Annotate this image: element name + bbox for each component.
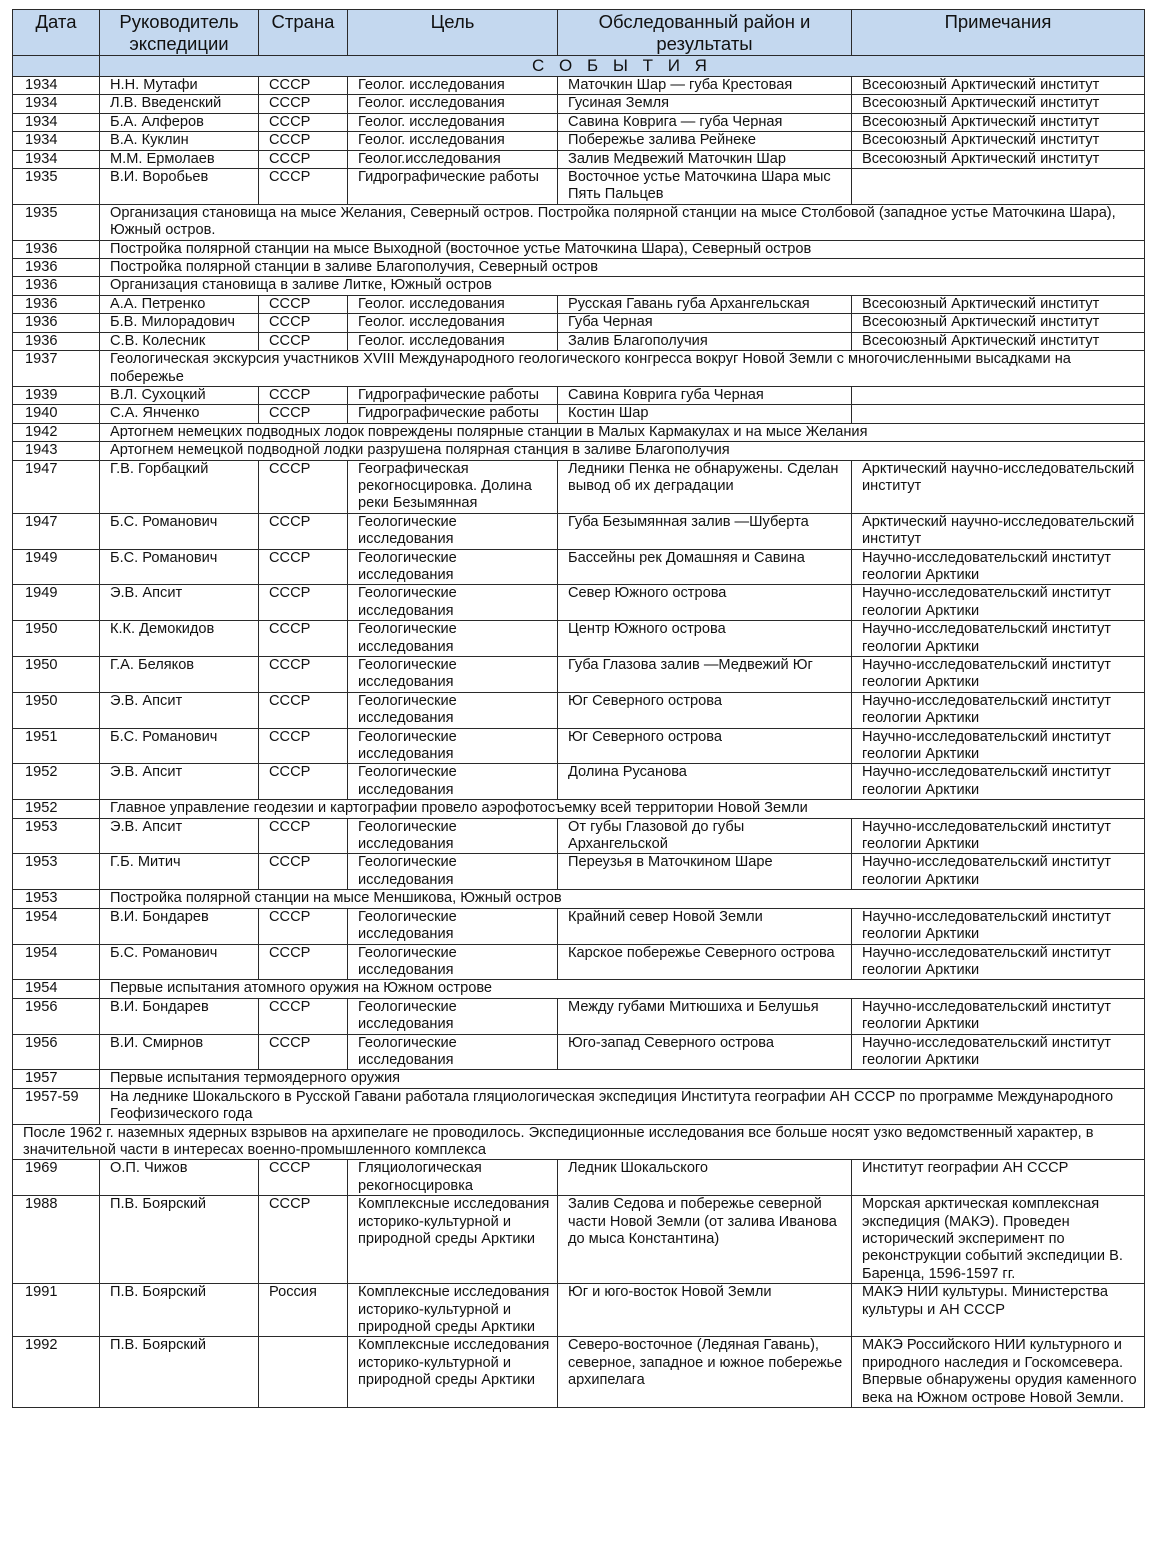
area-cell: Юг Северного острова bbox=[558, 728, 852, 764]
area-cell: Гусиная Земля bbox=[558, 95, 852, 113]
leader-cell: С.В. Колесник bbox=[100, 332, 259, 350]
goal-cell: Геологические исследования bbox=[348, 585, 558, 621]
area-cell: Залив Седова и побережье северной части Новой Земли (от залива Иванова до мыса Константина) bbox=[558, 1196, 852, 1284]
goal-cell: Географическая рекогносцировка. Долина реки Безымянная bbox=[348, 460, 558, 513]
expedition-row bbox=[13, 621, 1145, 657]
date-cell: 1936 bbox=[13, 314, 100, 332]
date-cell: 1950 bbox=[13, 621, 100, 657]
area-cell: Северо-восточное (Ледяная Гавань), северное, западное и южное побережье архипелага bbox=[558, 1337, 852, 1408]
notes-cell: Научно-исследовательский институт геологии Арктики bbox=[852, 908, 1145, 944]
country-cell: СССР bbox=[259, 460, 348, 513]
leader-cell: Б.В. Милорадович bbox=[100, 314, 259, 332]
leader-cell: М.М. Ермолаев bbox=[100, 150, 259, 168]
date-cell: 1950 bbox=[13, 657, 100, 693]
goal-cell: Геологические исследования bbox=[348, 621, 558, 657]
event-row bbox=[13, 980, 1145, 998]
notes-cell: Научно-исследовательский институт геологии Арктики bbox=[852, 818, 1145, 854]
event-row bbox=[13, 1070, 1145, 1088]
event-description-cell: Постройка полярной станции на мысе Меншикова, Южный остров bbox=[100, 890, 1145, 908]
country-cell: СССР bbox=[259, 944, 348, 980]
leader-cell: Э.В. Апсит bbox=[100, 585, 259, 621]
goal-cell: Геолог.исследования bbox=[348, 150, 558, 168]
leader-cell: О.П. Чижов bbox=[100, 1160, 259, 1196]
expedition-row bbox=[13, 1337, 1145, 1408]
leader-cell: Б.С. Романович bbox=[100, 549, 259, 585]
expedition-row bbox=[13, 728, 1145, 764]
date-cell: 1934 bbox=[13, 95, 100, 113]
leader-cell: К.К. Демокидов bbox=[100, 621, 259, 657]
notes-cell: Научно-исследовательский институт геологии Арктики bbox=[852, 728, 1145, 764]
notes-cell: Всесоюзный Арктический институт bbox=[852, 77, 1145, 95]
expedition-row bbox=[13, 150, 1145, 168]
expedition-row bbox=[13, 460, 1145, 513]
area-cell: Север Южного острова bbox=[558, 585, 852, 621]
date-cell: 1957 bbox=[13, 1070, 100, 1088]
expedition-row bbox=[13, 585, 1145, 621]
leader-cell: Г.А. Беляков bbox=[100, 657, 259, 693]
country-cell: СССР bbox=[259, 657, 348, 693]
header-area-results: Обследованный район и результаты bbox=[558, 10, 852, 56]
event-row bbox=[13, 423, 1145, 441]
event-description-cell: Организация становища в заливе Литке, Южный остров bbox=[100, 277, 1145, 295]
event-description-cell: Артогнем немецкой подводной лодки разрушена полярная станция в заливе Благополучия bbox=[100, 442, 1145, 460]
notes-cell: Арктический научно-исследовательский институт bbox=[852, 513, 1145, 549]
event-description-cell: Артогнем немецких подводных лодок повреждены полярные станции в Малых Кармакулах и на мысе Желания bbox=[100, 423, 1145, 441]
date-cell: 1940 bbox=[13, 405, 100, 423]
goal-cell: Комплексные исследования историко-культурной и природной среды Арктики bbox=[348, 1337, 558, 1408]
date-cell: 1953 bbox=[13, 890, 100, 908]
date-cell: 1991 bbox=[13, 1284, 100, 1337]
goal-cell: Гидрографические работы bbox=[348, 386, 558, 404]
date-cell: 1935 bbox=[13, 204, 100, 240]
date-cell: 1942 bbox=[13, 423, 100, 441]
goal-cell: Гидрографические работы bbox=[348, 405, 558, 423]
goal-cell: Комплексные исследования историко-культурной и природной среды Арктики bbox=[348, 1284, 558, 1337]
area-cell: Костин Шар bbox=[558, 405, 852, 423]
country-cell: СССР bbox=[259, 150, 348, 168]
date-cell: 1952 bbox=[13, 800, 100, 818]
country-cell: СССР bbox=[259, 95, 348, 113]
goal-cell: Геолог. исследования bbox=[348, 314, 558, 332]
expedition-row bbox=[13, 1034, 1145, 1070]
country-cell: СССР bbox=[259, 1160, 348, 1196]
date-cell: 1936 bbox=[13, 277, 100, 295]
notes-cell: Научно-исследовательский институт геологии Арктики bbox=[852, 549, 1145, 585]
notes-cell: Научно-исследовательский институт геологии Арктики bbox=[852, 944, 1145, 980]
notes-cell: Научно-исследовательский институт геологии Арктики bbox=[852, 692, 1145, 728]
date-cell: 1954 bbox=[13, 980, 100, 998]
date-cell: 1939 bbox=[13, 386, 100, 404]
notes-cell: Научно-исследовательский институт геологии Арктики bbox=[852, 585, 1145, 621]
leader-cell: Н.Н. Мутафи bbox=[100, 77, 259, 95]
country-cell: СССР bbox=[259, 513, 348, 549]
expedition-row bbox=[13, 332, 1145, 350]
event-description-cell: Постройка полярной станции в заливе Благополучия, Северный остров bbox=[100, 259, 1145, 277]
expedition-row bbox=[13, 314, 1145, 332]
leader-cell: Г.Б. Митич bbox=[100, 854, 259, 890]
country-cell: СССР bbox=[259, 169, 348, 205]
area-cell: Савина Коврига — губа Черная bbox=[558, 113, 852, 131]
note-row bbox=[13, 1124, 1145, 1160]
country-cell: СССР bbox=[259, 77, 348, 95]
event-description-cell: Геологическая экскурсия участников XVIII Международного геологического конгресса вокруг Новой Земли с многочисленными высадками на побережье bbox=[100, 351, 1145, 387]
event-row bbox=[13, 240, 1145, 258]
date-cell: 1949 bbox=[13, 549, 100, 585]
notes-cell: Институт географии АН СССР bbox=[852, 1160, 1145, 1196]
area-cell: Залив Медвежий Маточкин Шар bbox=[558, 150, 852, 168]
event-description-cell: Организация становища на мысе Желания, Северный остров. Постройка полярной станции на мысе Столбовой (западное устье Маточкина Шара), Южный остров. bbox=[100, 204, 1145, 240]
event-row bbox=[13, 890, 1145, 908]
expedition-row bbox=[13, 764, 1145, 800]
header-date: Дата bbox=[13, 10, 100, 56]
event-description-cell: Первые испытания термоядерного оружия bbox=[100, 1070, 1145, 1088]
goal-cell: Геологические исследования bbox=[348, 657, 558, 693]
area-cell: Переузья в Маточкином Шаре bbox=[558, 854, 852, 890]
event-description-cell: Постройка полярной станции на мысе Выходной (восточное устье Маточкина Шара), Северный остров bbox=[100, 240, 1145, 258]
notes-cell: Научно-исследовательский институт геологии Арктики bbox=[852, 1034, 1145, 1070]
leader-cell: В.А. Куклин bbox=[100, 132, 259, 150]
country-cell: СССР bbox=[259, 405, 348, 423]
date-cell: 1956 bbox=[13, 998, 100, 1034]
notes-cell: Всесоюзный Арктический институт bbox=[852, 132, 1145, 150]
expedition-row bbox=[13, 908, 1145, 944]
event-row bbox=[13, 351, 1145, 387]
leader-cell: Б.С. Романович bbox=[100, 728, 259, 764]
goal-cell: Геолог. исследования bbox=[348, 95, 558, 113]
notes-cell: Всесоюзный Арктический институт bbox=[852, 332, 1145, 350]
leader-cell: А.А. Петренко bbox=[100, 295, 259, 313]
goal-cell: Геологические исследования bbox=[348, 513, 558, 549]
notes-cell: Всесоюзный Арктический институт bbox=[852, 95, 1145, 113]
date-cell: 1943 bbox=[13, 442, 100, 460]
leader-cell: С.А. Янченко bbox=[100, 405, 259, 423]
date-cell: 1934 bbox=[13, 113, 100, 131]
area-cell: Побережье залива Рейнеке bbox=[558, 132, 852, 150]
expedition-row bbox=[13, 818, 1145, 854]
country-cell: СССР bbox=[259, 854, 348, 890]
date-cell: 1957-59 bbox=[13, 1088, 100, 1124]
date-cell: 1947 bbox=[13, 513, 100, 549]
expedition-row bbox=[13, 1284, 1145, 1337]
date-cell: 1950 bbox=[13, 692, 100, 728]
country-cell bbox=[259, 1337, 348, 1408]
leader-cell: В.И. Бондарев bbox=[100, 908, 259, 944]
table-body bbox=[13, 77, 1145, 1408]
expedition-row bbox=[13, 1160, 1145, 1196]
date-cell: 1992 bbox=[13, 1337, 100, 1408]
goal-cell: Геологические исследования bbox=[348, 549, 558, 585]
notes-cell bbox=[852, 169, 1145, 205]
notes-cell bbox=[852, 386, 1145, 404]
period-note-cell: После 1962 г. наземных ядерных взрывов на архипелаге не проводилось. Экспедиционные исследования все больше носят узко ведомственный характер, в значительной части в интересах военно-промышленного комплекса bbox=[13, 1124, 1145, 1160]
leader-cell: П.В. Боярский bbox=[100, 1337, 259, 1408]
leader-cell: Б.С. Романович bbox=[100, 513, 259, 549]
event-row bbox=[13, 1088, 1145, 1124]
area-cell: Юго-запад Северного острова bbox=[558, 1034, 852, 1070]
goal-cell: Геологические исследования bbox=[348, 818, 558, 854]
leader-cell: Э.В. Апсит bbox=[100, 818, 259, 854]
country-cell: СССР bbox=[259, 1034, 348, 1070]
area-cell: Юг и юго-восток Новой Земли bbox=[558, 1284, 852, 1337]
expedition-row bbox=[13, 386, 1145, 404]
date-cell: 1953 bbox=[13, 818, 100, 854]
notes-cell: Научно-исследовательский институт геологии Арктики bbox=[852, 854, 1145, 890]
header-row bbox=[13, 10, 1145, 56]
date-cell: 1954 bbox=[13, 908, 100, 944]
country-cell: СССР bbox=[259, 728, 348, 764]
notes-cell: МАКЭ Российского НИИ культурного и природного наследия и Госкомсевера. Впервые обнаружены орудия каменного века на Южном острове Новой Земли. bbox=[852, 1337, 1145, 1408]
notes-cell: Всесоюзный Арктический институт bbox=[852, 113, 1145, 131]
leader-cell: Э.В. Апсит bbox=[100, 692, 259, 728]
event-description-cell: На леднике Шокальского в Русской Гавани работала гляциологическая экспедиция Института географии АН СССР по программе Международного Геофизического года bbox=[100, 1088, 1145, 1124]
date-cell: 1953 bbox=[13, 854, 100, 890]
goal-cell: Геологические исследования bbox=[348, 764, 558, 800]
notes-cell: Всесоюзный Арктический институт bbox=[852, 295, 1145, 313]
event-row bbox=[13, 277, 1145, 295]
goal-cell: Геолог. исследования bbox=[348, 77, 558, 95]
goal-cell: Геолог. исследования bbox=[348, 113, 558, 131]
area-cell: Восточное устье Маточкина Шара мыс Пять Пальцев bbox=[558, 169, 852, 205]
leader-cell: Б.С. Романович bbox=[100, 944, 259, 980]
header-goal: Цель bbox=[348, 10, 558, 56]
expedition-row bbox=[13, 549, 1145, 585]
leader-cell: В.И. Бондарев bbox=[100, 998, 259, 1034]
notes-cell: Научно-исследовательский институт геологии Арктики bbox=[852, 998, 1145, 1034]
leader-cell: В.И. Смирнов bbox=[100, 1034, 259, 1070]
area-cell: Центр Южного острова bbox=[558, 621, 852, 657]
area-cell: От губы Глазовой до губы Архангельской bbox=[558, 818, 852, 854]
notes-cell: Научно-исследовательский институт геологии Арктики bbox=[852, 621, 1145, 657]
leader-cell: П.В. Боярский bbox=[100, 1284, 259, 1337]
expedition-row bbox=[13, 405, 1145, 423]
date-cell: 1935 bbox=[13, 169, 100, 205]
notes-cell: Морская арктическая комплексная экспедиция (МАКЭ). Проведен исторический эксперимент по реконструкции событий экспедиции В. Баренца, 1596-1597 гг. bbox=[852, 1196, 1145, 1284]
country-cell: Россия bbox=[259, 1284, 348, 1337]
event-description-cell: Главное управление геодезии и картографии провело аэрофотосъемку всей территории Новой Земли bbox=[100, 800, 1145, 818]
header-country: Страна bbox=[259, 10, 348, 56]
event-row bbox=[13, 204, 1145, 240]
country-cell: СССР bbox=[259, 113, 348, 131]
expedition-row bbox=[13, 692, 1145, 728]
country-cell: СССР bbox=[259, 386, 348, 404]
country-cell: СССР bbox=[259, 132, 348, 150]
goal-cell: Комплексные исследования историко-культурной и природной среды Арктики bbox=[348, 1196, 558, 1284]
goal-cell: Геолог. исследования bbox=[348, 295, 558, 313]
header-leader: Руководитель экспедиции bbox=[100, 10, 259, 56]
goal-cell: Геологические исследования bbox=[348, 998, 558, 1034]
leader-cell: П.В. Боярский bbox=[100, 1196, 259, 1284]
date-cell: 1936 bbox=[13, 295, 100, 313]
goal-cell: Геологические исследования bbox=[348, 854, 558, 890]
goal-cell: Гидрографические работы bbox=[348, 169, 558, 205]
country-cell: СССР bbox=[259, 692, 348, 728]
notes-cell: МАКЭ НИИ культуры. Министерства культуры и АН СССР bbox=[852, 1284, 1145, 1337]
country-cell: СССР bbox=[259, 998, 348, 1034]
date-cell: 1934 bbox=[13, 150, 100, 168]
notes-cell: Научно-исследовательский институт геологии Арктики bbox=[852, 764, 1145, 800]
date-cell: 1934 bbox=[13, 132, 100, 150]
expedition-row bbox=[13, 295, 1145, 313]
date-cell: 1937 bbox=[13, 351, 100, 387]
goal-cell: Геологические исследования bbox=[348, 728, 558, 764]
area-cell: Савина Коврига губа Черная bbox=[558, 386, 852, 404]
expedition-row bbox=[13, 1196, 1145, 1284]
notes-cell: Научно-исследовательский институт геологии Арктики bbox=[852, 657, 1145, 693]
expedition-row bbox=[13, 113, 1145, 131]
expedition-row bbox=[13, 513, 1145, 549]
goal-cell: Гляциологическая рекогносцировка bbox=[348, 1160, 558, 1196]
date-cell: 1988 bbox=[13, 1196, 100, 1284]
event-row bbox=[13, 259, 1145, 277]
header-notes: Примечания bbox=[852, 10, 1145, 56]
leader-cell: Л.В. Введенский bbox=[100, 95, 259, 113]
date-cell: 1947 bbox=[13, 460, 100, 513]
country-cell: СССР bbox=[259, 818, 348, 854]
country-cell: СССР bbox=[259, 314, 348, 332]
area-cell: Маточкин Шар — губа Крестовая bbox=[558, 77, 852, 95]
events-band-row bbox=[13, 56, 1145, 77]
area-cell: Юг Северного острова bbox=[558, 692, 852, 728]
goal-cell: Геологические исследования bbox=[348, 1034, 558, 1070]
country-cell: СССР bbox=[259, 585, 348, 621]
date-cell: 1954 bbox=[13, 944, 100, 980]
country-cell: СССР bbox=[259, 1196, 348, 1284]
event-row bbox=[13, 800, 1145, 818]
notes-cell: Всесоюзный Арктический институт bbox=[852, 150, 1145, 168]
events-band-spacer bbox=[13, 56, 100, 77]
area-cell: Ледник Шокальского bbox=[558, 1160, 852, 1196]
expedition-row bbox=[13, 657, 1145, 693]
event-row bbox=[13, 442, 1145, 460]
date-cell: 1936 bbox=[13, 240, 100, 258]
country-cell: СССР bbox=[259, 908, 348, 944]
goal-cell: Геолог. исследования bbox=[348, 332, 558, 350]
notes-cell: Всесоюзный Арктический институт bbox=[852, 314, 1145, 332]
leader-cell: Б.А. Алферов bbox=[100, 113, 259, 131]
area-cell: Залив Благополучия bbox=[558, 332, 852, 350]
goal-cell: Геолог. исследования bbox=[348, 132, 558, 150]
event-description-cell: Первые испытания атомного оружия на Южном острове bbox=[100, 980, 1145, 998]
expedition-row bbox=[13, 998, 1145, 1034]
area-cell: Карское побережье Северного острова bbox=[558, 944, 852, 980]
expedition-row bbox=[13, 854, 1145, 890]
date-cell: 1969 bbox=[13, 1160, 100, 1196]
country-cell: СССР bbox=[259, 764, 348, 800]
area-cell: Губа Глазова залив —Медвежий Юг bbox=[558, 657, 852, 693]
expedition-row bbox=[13, 944, 1145, 980]
expedition-row bbox=[13, 132, 1145, 150]
goal-cell: Геологические исследования bbox=[348, 908, 558, 944]
goal-cell: Геологические исследования bbox=[348, 692, 558, 728]
date-cell: 1952 bbox=[13, 764, 100, 800]
expedition-row bbox=[13, 77, 1145, 95]
leader-cell: Э.В. Апсит bbox=[100, 764, 259, 800]
date-cell: 1951 bbox=[13, 728, 100, 764]
leader-cell: В.Л. Сухоцкий bbox=[100, 386, 259, 404]
expeditions-table bbox=[12, 9, 1145, 1408]
area-cell: Губа Безымянная залив —Шуберта bbox=[558, 513, 852, 549]
date-cell: 1936 bbox=[13, 259, 100, 277]
area-cell: Ледники Пенка не обнаружены. Сделан вывод об их деградации bbox=[558, 460, 852, 513]
leader-cell: В.И. Воробьев bbox=[100, 169, 259, 205]
goal-cell: Геологические исследования bbox=[348, 944, 558, 980]
notes-cell: Арктический научно-исследовательский институт bbox=[852, 460, 1145, 513]
date-cell: 1956 bbox=[13, 1034, 100, 1070]
country-cell: СССР bbox=[259, 549, 348, 585]
date-cell: 1934 bbox=[13, 77, 100, 95]
country-cell: СССР bbox=[259, 295, 348, 313]
area-cell: Между губами Митюшиха и Белушья bbox=[558, 998, 852, 1034]
expedition-row bbox=[13, 169, 1145, 205]
country-cell: СССР bbox=[259, 621, 348, 657]
expedition-row bbox=[13, 95, 1145, 113]
date-cell: 1949 bbox=[13, 585, 100, 621]
area-cell: Долина Русанова bbox=[558, 764, 852, 800]
leader-cell: Г.В. Горбацкий bbox=[100, 460, 259, 513]
area-cell: Русская Гавань губа Архангельская bbox=[558, 295, 852, 313]
date-cell: 1936 bbox=[13, 332, 100, 350]
area-cell: Бассейны рек Домашняя и Савина bbox=[558, 549, 852, 585]
area-cell: Губа Черная bbox=[558, 314, 852, 332]
country-cell: СССР bbox=[259, 332, 348, 350]
area-cell: Крайний север Новой Земли bbox=[558, 908, 852, 944]
notes-cell bbox=[852, 405, 1145, 423]
events-band-label: С О Б Ы Т И Я bbox=[100, 56, 1145, 77]
